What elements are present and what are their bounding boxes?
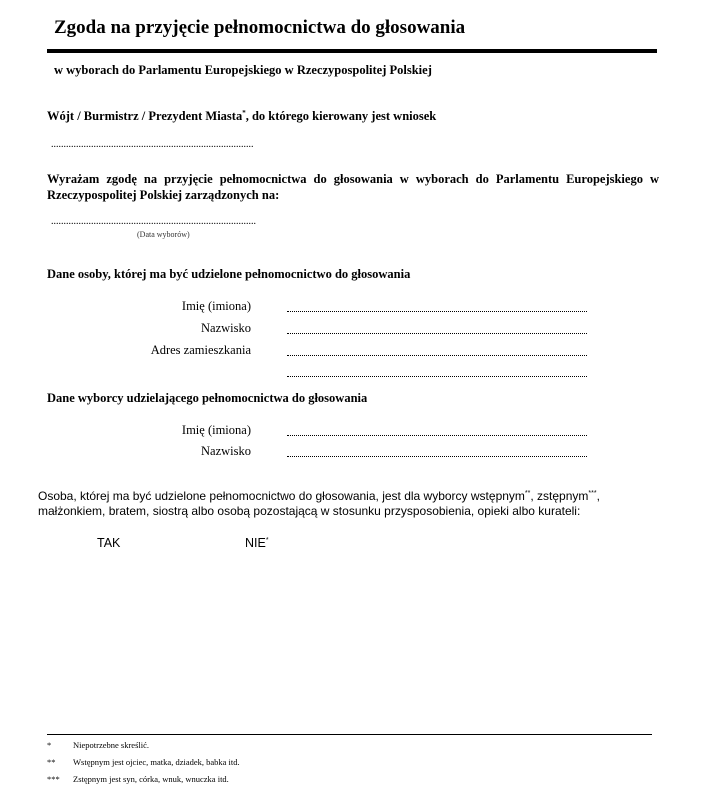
proxy-section-heading: Dane osoby, której ma być udzielone pełnomocnictwo do głosowania [47, 267, 411, 281]
proxy-first-name-field[interactable] [287, 311, 587, 312]
relation-footnote-mark-descendant: *** [588, 490, 597, 497]
proxy-address-label: Adres zamieszkania [150, 343, 251, 357]
relation-text-part1: Osoba, której ma być udzielone pełnomocnictwo do głosowania, jest dla wyborcy wstępnym [38, 489, 525, 503]
form-title: Zgoda na przyjęcie pełnomocnictwa do głosowania [54, 17, 466, 38]
option-no-label: NIE [245, 536, 266, 550]
option-no-footnote-mark: * [265, 536, 269, 544]
consent-statement: Wyrażam zgodę na przyjęcie pełnomocnictwa do głosowania w wyborach do Parlamentu Europejskiego w Rzeczypospolitej Polskiej zarządzonych na: [47, 172, 659, 202]
footnote-mark: ** [47, 757, 56, 767]
voter-last-name-field[interactable] [287, 456, 587, 457]
voter-first-name-field[interactable] [287, 435, 587, 436]
proxy-address-field-line2[interactable] [287, 376, 587, 377]
relation-text-part2: , zstępnym [530, 489, 589, 503]
proxy-first-name-label: Imię (imiona) [181, 299, 251, 313]
authority-label-rest: , do którego kierowany jest wniosek [245, 109, 437, 124]
form-subtitle: w wyborach do Parlamentu Europejskiego w Rzeczypospolitej Polskiej [54, 63, 432, 77]
footnote-mark: *** [47, 774, 60, 784]
authority-label-text: Wójt / Burmistrz / Prezydent Miasta [47, 109, 243, 124]
footnote-mark: * [47, 740, 52, 750]
relation-footnote-mark-ascendant: ** [524, 490, 531, 497]
title-divider [47, 49, 657, 53]
authority-footnote-mark: * [242, 109, 246, 117]
option-no[interactable] [245, 536, 269, 550]
proxy-last-name-label: Nazwisko [201, 321, 251, 335]
option-yes[interactable]: TAK [97, 536, 121, 550]
election-date-hint: (Data wyborów) [137, 230, 190, 239]
relation-text-part3: , małżonkiem, bratem, siostrą albo osobą pozostającą w stosunku przysposobienia, opieki albo kurateli: [38, 489, 600, 518]
election-date-field[interactable]: .................................................................................. [51, 217, 256, 227]
footnote-divider [47, 734, 652, 735]
authority-field[interactable]: ................................................................................. [51, 140, 254, 150]
voter-section-heading: Dane wyborcy udzielającego pełnomocnictwa do głosowania [47, 391, 368, 405]
relation-statement [38, 486, 668, 519]
footnote-text: Wstępnym jest ojciec, matka, dziadek, babka itd. [73, 757, 240, 767]
voter-first-name-label: Imię (imiona) [181, 423, 251, 437]
proxy-last-name-field[interactable] [287, 333, 587, 334]
voter-last-name-label: Nazwisko [201, 444, 251, 458]
footnote-text: Niepotrzebne skreślić. [73, 740, 149, 750]
footnote-text: Zstępnym jest syn, córka, wnuk, wnuczka itd. [73, 774, 229, 784]
authority-label [47, 109, 436, 124]
proxy-address-field-line1[interactable] [287, 355, 587, 356]
